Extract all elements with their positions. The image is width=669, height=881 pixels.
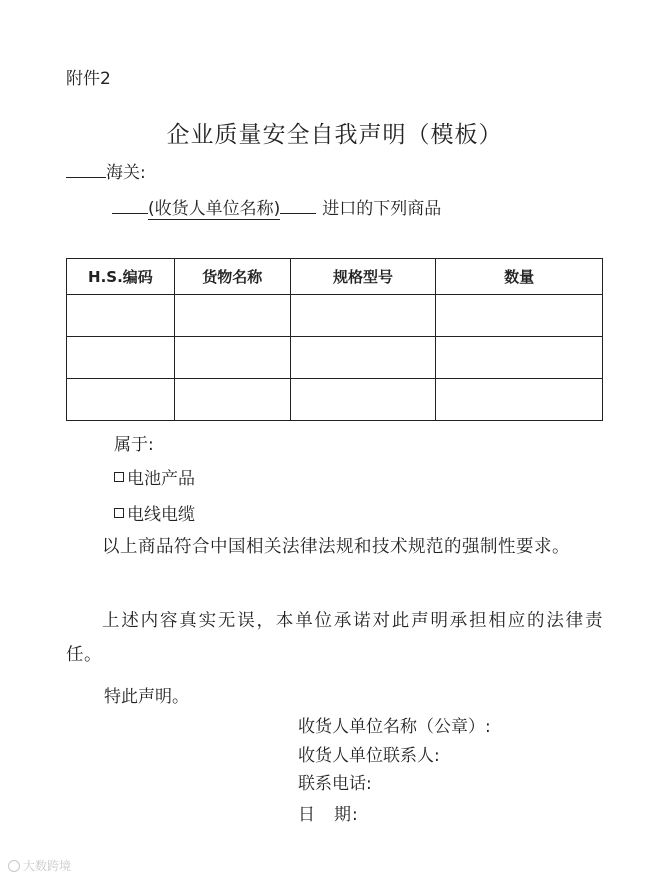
attachment-label: 附件2 — [66, 69, 111, 89]
table-header-row — [67, 259, 603, 295]
importer-suffix: 进口的下列商品 — [322, 199, 442, 219]
table-row — [67, 379, 603, 421]
header-quantity: 数量 — [436, 259, 603, 295]
table-cell[interactable] — [67, 379, 175, 421]
table-cell[interactable] — [290, 295, 436, 337]
option-label: 电线电缆 — [127, 505, 195, 525]
table-cell[interactable] — [290, 337, 436, 379]
compliance-statement: 以上商品符合中国相关法律法规和技术规范的强制性要求。 — [102, 537, 570, 557]
signature-contact-person: 收货人单位联系人: — [298, 746, 440, 766]
category-option-cable[interactable] — [114, 500, 195, 525]
table-cell[interactable] — [67, 337, 175, 379]
header-hs-code: H.S.编码 — [67, 259, 175, 295]
importer-lead-blank — [112, 199, 148, 214]
customs-suffix: 海关: — [106, 163, 146, 183]
table-cell[interactable] — [174, 337, 290, 379]
option-label: 电池产品 — [127, 469, 195, 489]
document-title: 企业质量安全自我声明（模板） — [166, 122, 503, 148]
header-specification: 规格型号 — [290, 259, 436, 295]
goods-table — [66, 258, 603, 421]
table-cell[interactable] — [174, 379, 290, 421]
checkbox-icon[interactable] — [114, 472, 124, 482]
customs-blank — [66, 163, 106, 178]
signature-phone: 联系电话: — [298, 774, 372, 794]
table-cell[interactable] — [67, 295, 175, 337]
table-cell[interactable] — [174, 295, 290, 337]
watermark-text: 大数跨境 — [23, 859, 72, 873]
header-goods-name: 货物名称 — [174, 259, 290, 295]
category-label: 属于: — [114, 435, 154, 455]
signature-company-seal: 收货人单位名称（公章）: — [298, 717, 491, 737]
table-row — [67, 295, 603, 337]
importer-line — [112, 194, 441, 220]
signature-date: 日 期: — [298, 805, 359, 825]
category-option-battery[interactable] — [114, 464, 195, 489]
watermark — [8, 857, 71, 874]
table-cell[interactable] — [436, 379, 603, 421]
importer-tail-blank — [280, 199, 316, 214]
commitment-statement: 上述内容真实无误，本单位承诺对此声明承担相应的法律责任。 — [66, 611, 603, 665]
customs-line — [66, 158, 146, 183]
importer-name-placeholder: (收货人单位名称) — [148, 194, 280, 220]
closing-statement: 特此声明。 — [104, 687, 189, 707]
table-cell[interactable] — [436, 295, 603, 337]
table-cell[interactable] — [436, 337, 603, 379]
checkbox-icon[interactable] — [114, 508, 124, 518]
table-cell[interactable] — [290, 379, 436, 421]
table-row — [67, 337, 603, 379]
watermark-logo-icon — [8, 860, 20, 872]
